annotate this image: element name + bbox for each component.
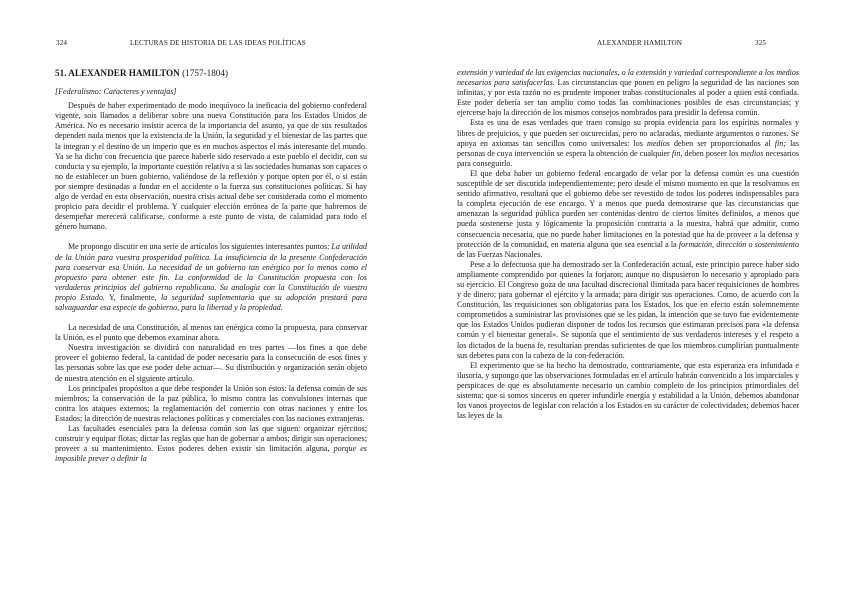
paragraph-5: Los principales propósitos a que debe responder la Unión son éstos: la defensa común de sus miembros; la conservación de la paz pública, lo mismo contra las convulsiones internas que contra los ataques externos; la reglamentación del comercio con otras naciones y entre los Estados; la dirección de nuestras relaciones políticas y comerciales con las naciones extranjeras.	[55, 383, 367, 423]
section-title: [Federalismo: Caracteres y ventajas]	[55, 87, 177, 97]
paragraph-6-text: Las facultades esenciales para la defensa común son las que siguen: organizar ejércitos; construir y equipar flotas; dictar las reglas que han de gobernar a ambos; dirigir sus operaciones; proveer a su mantenimiento. Estos poderes deben existir sin limitación alguna,	[55, 424, 367, 454]
chapter-title-name: 51. ALEXANDER HAMILTON	[55, 68, 180, 78]
chapter-dates: (1757-1804)	[182, 68, 229, 78]
paragraph-r1	[457, 68, 799, 118]
paragraph-6-italic: porque es imposible prever o definir la	[55, 444, 368, 464]
paragraph-2-mid: Y, finalmente,	[109, 292, 157, 302]
paragraph-r2-a: Esta es una de esas verdades que traen consigo su propia evidencia para los espíritus normales y libres de prejuicios, y que pueden ser oscurecidas, pero no aclaradas, mediante argumentos o razones. Se apoya en axiomas tan sencillos como universales: los	[457, 118, 799, 148]
paragraph-2-end: la seguridad suplementaria que su adopción prestará para salvaguardar esa especie de gobierno, para la libertad y la propiedad.	[55, 292, 368, 312]
paragraph-r2-e: necesarios para conseguirlo.	[457, 148, 800, 168]
chapter-title	[55, 68, 367, 78]
paragraph-r3-italic: formación, dirección o sostenimiento	[678, 239, 799, 249]
left-text-column	[55, 68, 367, 464]
paragraph-r1-text: Las circunstancias que ponen en peligro la seguridad de las naciones son infinitas, y por esta razón no es prudente imponer trabas constitucionales al poder a quien está confiada. Este poder debería ser tan amplio como todas las combinaciones posibles de esas circunstancias; y ejercerse bajo la dirección de los mismos consejos nombrados para presidir la defensa común.	[457, 78, 800, 118]
paragraph-r2	[457, 118, 799, 168]
paragraph-6	[55, 424, 367, 464]
paragraph-r5: El experimento que se ha hecho ha demostrado, contrariamente, que esta esperanza era infundada e ilusoria, y supongo que las observaciones formuladas en el artículo habrán convencido a los imparciales y perspicaces de que es absolutamente necesario un cambio completo de los principios primordiales del sistema; que si somos sinceros en querer infundirle energía y estabilidad a la Unión, debemos abandonar los vanos proyectos de legislar con relación a los Estados en su carácter de colectividades; debemos hacer las leyes de la	[457, 360, 799, 421]
running-head-right: ALEXANDER HAMILTON	[597, 39, 683, 47]
paragraph-r2-d: deben poseer los	[684, 148, 739, 158]
page-number-left: 324	[56, 39, 68, 47]
paragraph-r3	[457, 169, 799, 260]
paragraph-4: Nuestra investigación se dividirá con naturalidad en tres partes —los fines a que debe proveer el gobierno federal, la cantidad de poder necesario para la consecución de esos fines y las personas sobre las que ese poder debe actuar—. Su distribución y organización serán objeto de nuestra atención en el siguiente artículo.	[55, 343, 367, 383]
paragraph-3: La necesidad de una Constitución, al menos tan enérgica como la propuesta, para conservar la Unión, es el punto que debemos examinar ahora.	[55, 323, 367, 343]
running-head-left: LECTURAS DE HISTORIA DE LAS IDEAS POLÍTICAS	[130, 39, 306, 47]
paragraph-1: Después de haber experimentado de modo inequívoco la ineficacia del gobierno confederal vigente, sois llamados a deliberar sobre una nueva Constitución para los Estados Unidos de América. No es necesario insistir acerca de la importancia del asunto, ya que de sus resultados dependen nada menos que la existencia de la Unión, la seguridad y el bienestar de las partes que la integran y el destino de un imperio que es en muchos aspectos el más interesante del mundo. Ya se ha dicho con frecuencia que parece haberle sido reservado a este pueblo el decidir, con su conducta y su ejemplo, la importante cuestión relativa a si las sociedades humanas son capaces o no de establecer un buen gobierno, valiéndose de la reflexión y porque opten por él, o si están por siempre destinadas a fundar en el accidente o la fuerza sus constituciones políticas. Si hay algo de verdad en esta observación, nuestra crisis actual debe ser considerada como el momento propicio para decidir el problema. Y cualquier elección errónea de la parte que habremos de desempeñar merecerá calificarse, conforme a este punto de vista, de calamidad para todo el género humano.	[55, 101, 367, 232]
paragraph-2	[55, 242, 367, 313]
paragraph-2-points: La utilidad de la Unión para vuestra prosperidad política. La insuficiencia de la presente Confederación para conservar esa Unión. La necesidad de un gobierno tan enérgico por lo menos como el propuesto para obtener este fin. La conformidad de la Constitución propuesta con los verdaderos principios del gobierno republicano. Su analogía con la Constitución de vuestro propio Estado.	[55, 242, 367, 302]
paragraph-r1-italic: extensión y variedad de las exigencias nacionales, o la extensión y variedad correspondiente a los medios necesarios para satisfacerlas.	[457, 68, 799, 88]
paragraph-r3-a: El que deba haber un gobierno federal encargado de velar por la defensa común es una cuestión susceptible de ser discutida independientemente; pero desde el mismo momento en que la resolvamos en sentido afirmativo, resultará que el gobierno debe ser revestido de todos los poderes indispensables para la completa ejecución de ese encargo. Y a menos que pueda demostrarse que las circunstancias que amenazan la seguridad pública pueden ser contenidas dentro de ciertos límites definidos, a menos que pueda sostenerse justa y lógicamente la proposición contraria a la nuestra, habrá que admitir, como consecuencia necesaria, que no puede haber limitaciones en la potestad que ha de proveer a la defensa y protección de la comunidad, en materia alguna que sea esencial a la	[457, 168, 799, 249]
page-number-right: 325	[755, 39, 767, 47]
paragraph-r2-medios: medios	[647, 138, 670, 148]
paragraph-2-intro: Me propongo discutir en una serie de artículos los siguientes interesantes puntos:	[68, 242, 330, 252]
paragraph-r2-medios2: medios	[740, 148, 764, 158]
paragraph-r2-fin: fin;	[774, 138, 786, 148]
paragraph-r2-c: las personas de cuya intervención se espera la obtención de cualquier	[457, 138, 800, 158]
right-page	[424, 0, 848, 599]
paragraph-r2-b: deben ser proporcionados al	[673, 138, 771, 148]
paragraph-r3-b: de las Fuerzas Nacionales.	[457, 249, 543, 259]
paragraph-r4: Pese a lo defectuosa que ha demostrado ser la Confederación actual, este principio parece haber sido ampliamente comprendido por quienes la forjaron; aunque no dispusieron lo necesario y apropiado para su ejercicio. El Congreso goza de una facultad discrecional ilimitada para hacer requisiciones de hombres y de dinero; para gobernar el ejército y la armada; para dirigir sus operaciones. Como, de acuerdo con la Constitución, las requisiciones son obligatorias para los Estados, los que en efecto están solemnemente comprometidos a suministrar las provisiones que se les pidan, la intención que se tuvo fue evidentemente que los Estados Unidos pudieran disponer de todos los recursos que estimaran precisos para «la defensa común y el bienestar general». Se suponía que el sentimiento de sus verdaderos intereses y el respeto a los dictados de la buena fe, resultarían prendas suficientes de que los miembros cumplirían puntualmente sus deberes para con la cabeza de la con-federación.	[457, 259, 799, 360]
right-text-column	[457, 68, 799, 421]
paragraph-r2-fin2: fin,	[671, 148, 683, 158]
